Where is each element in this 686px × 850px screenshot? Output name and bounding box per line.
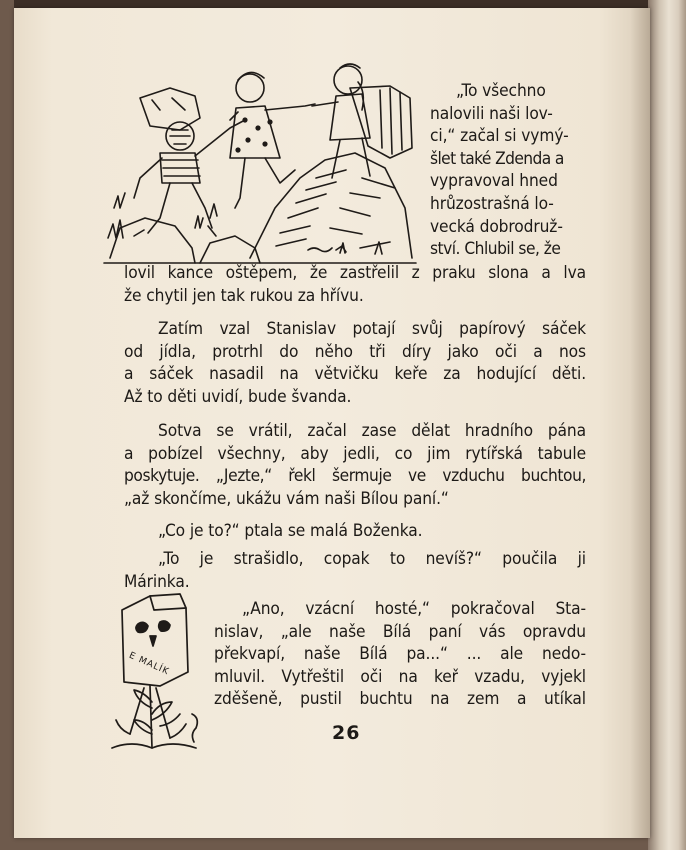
- paragraph-5: [124, 548, 586, 593]
- text-line: Zatím vzal Stanislav potají svůj papírový sáček: [158, 319, 586, 339]
- text-line: „až skončíme, ukážu vám naši Bílou paní.“: [124, 488, 449, 509]
- paragraph-1-continuation: [124, 262, 586, 307]
- text-line: „Co je to?“ ptala se malá Boženka.: [158, 521, 423, 541]
- text-line: zděšeně, pustil buchtu na zem a utíkal: [214, 689, 586, 710]
- text-line: od jídla, protrhl do něho tři díry jako oči a nos: [124, 341, 586, 362]
- text-line: „To všechno: [456, 81, 546, 101]
- text-line: překvapí, naše Bílá pa...“ ... ale nedo-: [214, 644, 586, 665]
- illustration-signature: E MALÍK: [127, 650, 171, 678]
- text-line: mluvil. Vytřeštil oči na keř vzadu, vyjekl: [214, 666, 586, 687]
- paragraph-1-right-column: [430, 80, 590, 261]
- text-line: že chytil jen tak rukou za hřívu.: [124, 285, 364, 306]
- text-line: ci,“ začal si vymý-: [430, 126, 569, 147]
- paragraph-6: [214, 598, 586, 711]
- paragraph-4: [124, 520, 586, 543]
- text-line: Až to děti uvidí, bude švanda.: [124, 386, 352, 407]
- text-line: a sáček nasadil na větvičku keře za hodující děti.: [124, 364, 586, 385]
- paragraph-2: [124, 318, 586, 408]
- text-line: šlet také Zdenda a: [430, 148, 564, 169]
- text-line: nalovili naši lov-: [430, 103, 553, 124]
- paper-bag-ghost-on-bush-illustration: [100, 588, 208, 758]
- text-line: „Ano, vzácní hosté,“ pokračoval Sta-: [242, 599, 586, 619]
- text-line: a pobízel všechny, aby jedli, co jim rytířská tabule: [124, 443, 586, 464]
- text-line: Márinka.: [124, 571, 190, 592]
- children-climbing-rocks-illustration: [100, 58, 420, 266]
- text-line: „To je strašidlo, copak to nevíš?“ poučila ji: [158, 549, 586, 569]
- paragraph-3: [124, 420, 586, 510]
- text-line: nislav, „ale naše Bílá paní vás opravdu: [214, 621, 586, 642]
- book-page-edges: [648, 0, 686, 850]
- text-line: poskytuje. „Jezte,“ řekl šermuje ve vzduchu buchtou,: [124, 466, 586, 487]
- text-line: vecká dobrodruž-: [430, 216, 563, 237]
- text-line: Sotva se vrátil, začal zase dělat hradního pána: [158, 421, 586, 441]
- text-line: ství. Chlubil se, že: [430, 239, 561, 260]
- text-line: vypravoval hned: [430, 171, 558, 192]
- text-line: hrůzostrašná lo-: [430, 193, 554, 214]
- page-number: 26: [332, 722, 361, 744]
- text-line: lovil kance oštěpem, že zastřelil z praku slona a lva: [124, 263, 586, 283]
